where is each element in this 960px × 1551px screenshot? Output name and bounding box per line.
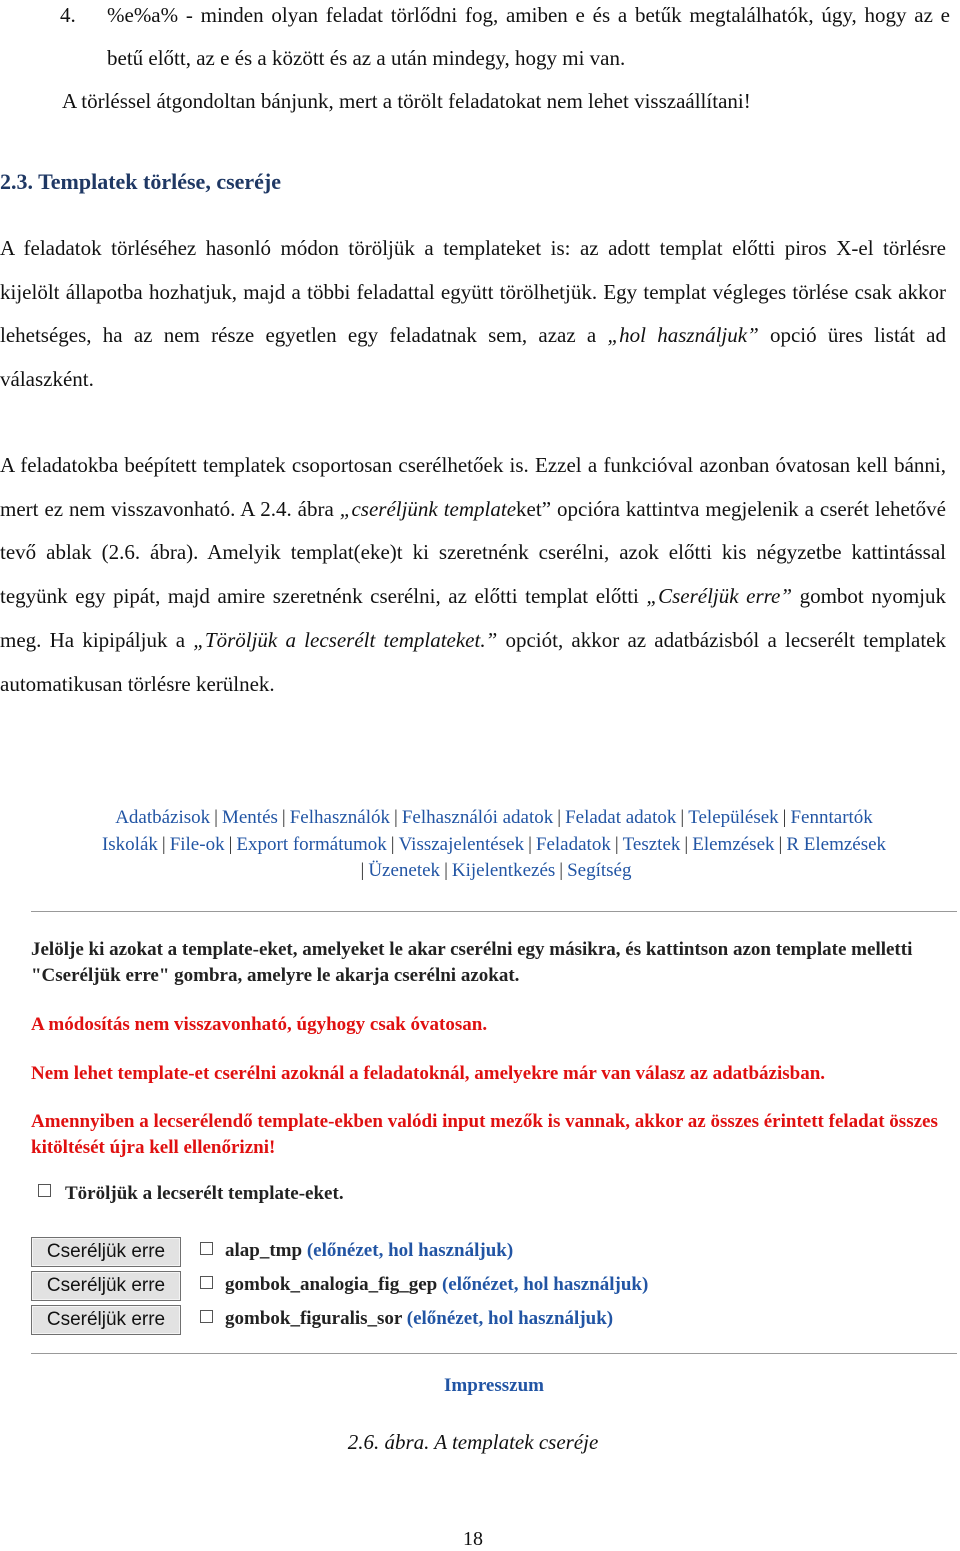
paren-open: ( — [406, 1308, 414, 1329]
paren-close: ) — [641, 1274, 649, 1295]
usage-link[interactable]: hol használjuk — [388, 1240, 507, 1261]
link-separator: , — [478, 1308, 488, 1329]
list-line-3: A törléssel átgondoltan bánjunk, mert a törölt feladatokat nem lehet visszaállítani! — [62, 89, 751, 113]
menu-link[interactable]: Iskolák — [101, 833, 158, 855]
impresszum-link[interactable]: Impresszum — [444, 1375, 544, 1396]
p2-text-d: opciót, akkor az adatbázisból a lecserélt templatek automatikusan törlésre kerülnek. — [0, 627, 946, 696]
menu-separator: | — [778, 833, 783, 855]
template-entry — [225, 1271, 648, 1299]
paren-close: ) — [506, 1240, 514, 1261]
list-number: 4. — [60, 3, 76, 27]
paren-close: ) — [606, 1308, 614, 1329]
list-line-1: %e%a% - minden olyan feladat törlődni fog, amiben e és a betűk megtalálhatók, — [107, 3, 814, 27]
menu-row-2 — [28, 832, 960, 859]
p2-text-c: gombot nyomjuk meg. Ha kipipáljuk a — [0, 584, 946, 652]
menu-separator: | — [214, 807, 218, 828]
top-menu — [28, 805, 960, 885]
figure-screenshot — [28, 805, 960, 1396]
paragraph-templates-delete — [0, 227, 946, 402]
replace-with-button[interactable]: Cseréljük erre — [31, 1271, 181, 1301]
template-entry — [225, 1237, 513, 1265]
template-checkbox[interactable] — [200, 1276, 213, 1289]
p2-italic-b: „Cseréljük erre” — [646, 584, 793, 609]
template-row — [31, 1305, 960, 1337]
template-row — [31, 1271, 960, 1303]
p2-text-a: A feladatokba beépített templatek csoportosan cserélhetőek is. Ezzel a funkcióval azonban óvatosan kell bánni, mert ez nem visszavonható. A 2.4. ábra — [0, 453, 946, 521]
menu-link[interactable]: Mentés — [221, 807, 278, 828]
list-line-2: úgy, hogy az e betű előtt, az e és a között és az a után mindegy, hogy mi van. — [107, 3, 950, 70]
menu-row-1 — [28, 805, 960, 832]
menu-separator: | — [614, 833, 619, 855]
menu-separator: | — [557, 807, 562, 828]
p1-text-a: A feladatok törléséhez hasonló módon töröljük a templateket is: az adott templat előtti piros X-el törlésre kijelölt állapotba hozhatjuk, majd a többi feladattal együtt törölhetjük. Egy templat végleges törlése csak akkor lehetséges, ha az nem része egyetlen egy feladatnak sem, azaz a — [0, 236, 946, 348]
menu-link[interactable]: Fenntartók — [790, 807, 873, 828]
list-text — [60, 0, 950, 123]
menu-row-3 — [28, 858, 960, 885]
usage-link[interactable]: hol használjuk — [523, 1274, 642, 1295]
menu-separator: | — [390, 833, 395, 855]
menu-link[interactable]: Felhasználói adatok — [401, 807, 554, 828]
menu-link[interactable]: Visszajelentések — [398, 833, 525, 855]
delete-replaced-label: Töröljük a lecserélt template-eket. — [65, 1183, 344, 1204]
link-separator: , — [513, 1274, 524, 1295]
list-item-4 — [60, 0, 950, 123]
menu-separator: | — [161, 833, 166, 855]
template-entry — [225, 1305, 613, 1333]
menu-link[interactable]: Feladat adatok — [565, 807, 677, 828]
menu-link[interactable]: Felhasználók — [289, 807, 390, 828]
menu-link[interactable]: Üzenetek — [368, 860, 441, 881]
menu-link[interactable]: Feladatok — [535, 833, 611, 855]
warning-irreversible: A módosítás nem visszavonható, úgyhogy csak óvatosan. — [31, 1014, 488, 1035]
menu-link[interactable]: Tesztek — [622, 833, 681, 855]
menu-link[interactable]: Települések — [688, 807, 779, 828]
preview-link[interactable]: előnézet — [313, 1240, 379, 1261]
menu-link[interactable]: R Elemzések — [786, 833, 887, 855]
menu-separator: | — [684, 833, 689, 855]
preview-link[interactable]: előnézet — [448, 1274, 514, 1295]
menu-separator: | — [559, 860, 564, 881]
template-row — [31, 1237, 960, 1269]
menu-link[interactable]: File-ok — [169, 833, 225, 855]
p2-text-b: ket” opcióra kattintva megjelenik a cserét lehetővé tevő ablak (2.6. ábra). Amelyik templat(eke)t ki szeretnénk cserélni, azok előtti kis négyzetbe kattintással tegyünk egy pipát, majd amire szeretnénk cserélni, az előtti templat előtti — [0, 496, 946, 609]
page-number: 18 — [463, 1528, 483, 1550]
p2-italic-c: „Töröljük a lecserélt templateket.” — [193, 627, 498, 652]
template-name: gombok_figuralis_sor — [225, 1308, 403, 1329]
link-separator: , — [378, 1240, 389, 1261]
replace-with-button[interactable]: Cseréljük erre — [31, 1305, 181, 1335]
menu-link[interactable]: Elemzések — [692, 833, 775, 855]
menu-link[interactable]: Segítség — [567, 860, 632, 881]
instruction-text: Jelölje ki azokat a template-eket, amelyeket le akar cserélni egy másikra, és kattintson azon template melletti "Cseréljük erre" gombra, amelyre le akarja cserélni azokat. — [31, 939, 913, 986]
delete-replaced-checkbox[interactable] — [38, 1184, 51, 1197]
warning-answered: Nem lehet template-et cserélni azoknál a feladatoknál, amelyekre már van válasz az adatbázisban. — [31, 1063, 826, 1084]
menu-separator: | — [360, 860, 365, 881]
template-name: gombok_analogia_fig_gep — [225, 1274, 438, 1295]
divider-bottom — [31, 1353, 957, 1354]
replace-with-button[interactable]: Cseréljük erre — [31, 1237, 181, 1267]
warning-input-fields: Amennyiben a lecserélendő template-ekben valódi input mezők is vannak, akkor az összes érintett feladat összes kitöltését újra kell ellenőrizni! — [31, 1111, 938, 1158]
paragraph-templates-replace — [0, 444, 946, 706]
paren-open: ( — [441, 1274, 449, 1295]
section-heading: 2.3. Templatek törlése, cseréje — [0, 169, 282, 194]
menu-separator: | — [228, 833, 233, 855]
menu-separator: | — [444, 860, 448, 881]
template-checkbox[interactable] — [200, 1242, 213, 1255]
menu-link[interactable]: Kijelentkezés — [451, 860, 556, 881]
menu-separator: | — [394, 807, 398, 828]
paren-open: ( — [306, 1240, 314, 1261]
delete-replaced-option — [38, 1183, 344, 1205]
menu-separator: | — [680, 807, 685, 828]
preview-link[interactable]: előnézet — [413, 1308, 479, 1329]
menu-link[interactable]: Export formátumok — [236, 833, 387, 855]
menu-separator: | — [528, 833, 532, 855]
divider-top — [31, 911, 957, 912]
p1-italic-a: „hol használjuk” — [607, 323, 759, 348]
menu-link[interactable]: Adatbázisok — [115, 807, 211, 828]
p1-text-b: opció üres listát ad válaszként. — [0, 323, 946, 392]
usage-link[interactable]: hol használjuk — [488, 1308, 607, 1329]
p2-italic-a: „cseréljünk template — [339, 496, 517, 521]
menu-separator: | — [782, 807, 787, 828]
figure-caption: 2.6. ábra. A templatek cseréje — [347, 1430, 599, 1454]
menu-separator: | — [281, 807, 286, 828]
template-name: alap_tmp — [225, 1240, 303, 1261]
template-checkbox[interactable] — [200, 1310, 213, 1323]
